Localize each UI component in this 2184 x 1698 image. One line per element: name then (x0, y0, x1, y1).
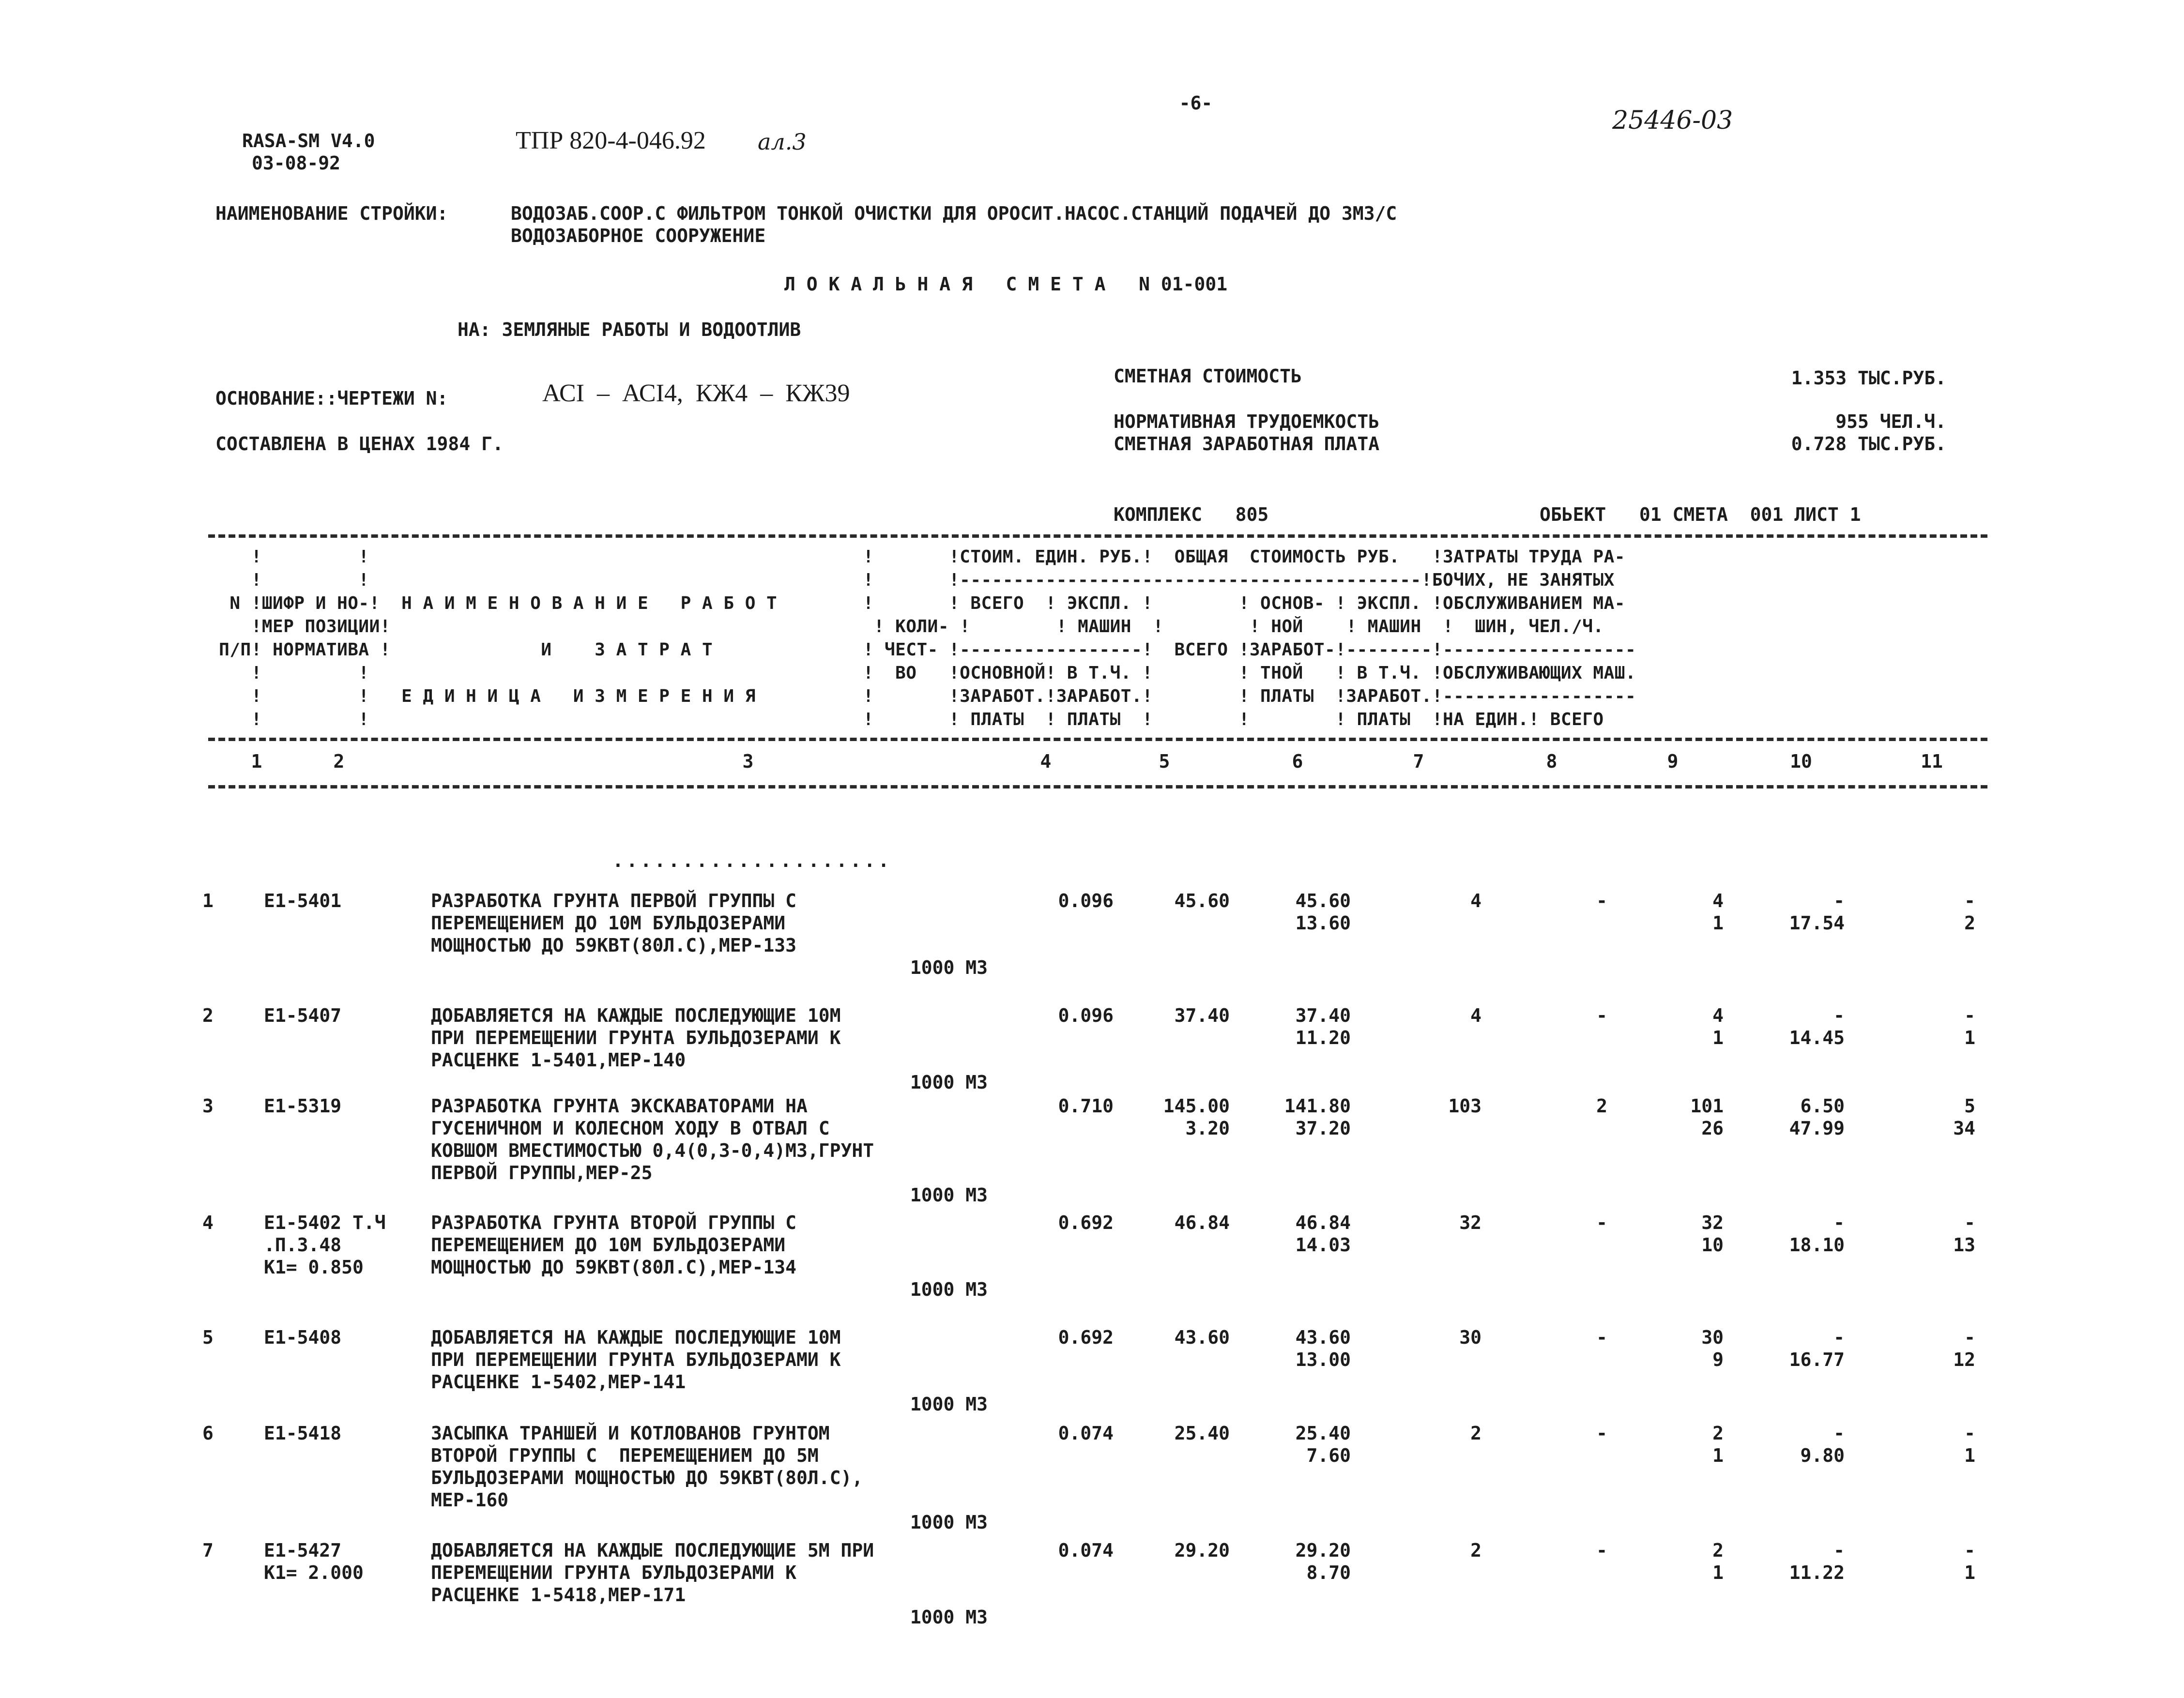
table-header-line: П/П! НОРМАТИВА ! И З А Т Р А Т ! ЧЕСТ- !-----------------! ВСЕГО !ЗАРАБОТ-!--------!------------------ (208, 640, 1636, 660)
row-description: ПЕРЕМЕЩЕНИЕМ ДО 10М БУЛЬДОЗЕРАМИ (431, 912, 786, 934)
row-unit-cost-total: 29.20 (1174, 1540, 1230, 1561)
row-unit: 1000 М3 (910, 1394, 988, 1415)
table-header-line: ! ! ! !-------------------------------------------!БОЧИХ, НЕ ЗАНЯТЫХ (208, 570, 1615, 590)
row-description: ДОБАВЛЯЕТСЯ НА КАЖДЫЕ ПОСЛЕДУЮЩИЕ 10М (431, 1327, 841, 1348)
row-unit-cost-total: 145.00 (1163, 1095, 1230, 1117)
row-code: Е1-5319 (264, 1095, 342, 1117)
row-description: МОЩНОСТЬЮ ДО 59КВТ(80Л.С),МЕР-133 (431, 935, 796, 956)
row-description: ЗАСЫПКА ТРАНШЕЙ И КОТЛОВАНОВ ГРУНТОМ (431, 1423, 830, 1444)
wage-value: 0.728 ТЫС.РУБ. (1791, 433, 1946, 455)
row-description: РАЗРАБОТКА ГРУНТА ЭКСКАВАТОРАМИ НА (431, 1095, 808, 1117)
row-base-wages: 2 (1596, 1095, 1607, 1117)
row-unit: 1000 М3 (910, 1512, 988, 1533)
handwritten-reference: 25446-03 (1612, 106, 1733, 135)
row-unit: 1000 М3 (910, 1607, 988, 1628)
table-header-line: ! ! ! ВО !ОСНОВНОЙ! В Т.Ч. ! ! ТНОЙ ! В Т.Ч. !ОБСЛУЖИВАЮЩИХ МАШ. (208, 663, 1636, 683)
row-unit-cost-machines: 7.60 (1306, 1445, 1351, 1466)
row-description: ПРИ ПЕРЕМЕЩЕНИИ ГРУНТА БУЛЬДОЗЕРАМИ К (431, 1349, 841, 1370)
row-labor-per-unit: - (1833, 1423, 1845, 1444)
row-unit-cost-total: 37.40 (1174, 1005, 1230, 1026)
wage-label: СМЕТНАЯ ЗАРАБОТНАЯ ПЛАТА (1114, 433, 1380, 455)
section-dots: .................... (612, 850, 892, 871)
row-description: ПЕРЕМЕЩЕНИЕМ ДО 10М БУЛЬДОЗЕРАМИ (431, 1234, 786, 1256)
table-header-line: !МЕР ПОЗИЦИИ! ! КОЛИ- ! ! МАШИН ! ! НОЙ ! МАШИН ! ШИН, ЧЕЛ./Ч. (208, 617, 1604, 637)
labor-intensity-label: НОРМАТИВНАЯ ТРУДОЕМКОСТЬ (1114, 411, 1380, 432)
row-labor-per-unit: 11.22 (1789, 1562, 1845, 1583)
row-unit-cost-machines: 46.84 (1295, 1212, 1351, 1233)
row-code: .П.3.48 (264, 1234, 342, 1256)
row-machine-operation: 1 (1712, 1027, 1724, 1048)
row-number: 4 (202, 1212, 214, 1233)
row-unit-cost-total: 25.40 (1174, 1423, 1230, 1444)
row-description: РАСЦЕНКЕ 1-5402,МЕР-141 (431, 1371, 686, 1393)
estimate-title: Л О К А Л Ь Н А Я С М Е Т А N 01-001 (784, 273, 1228, 295)
row-description: ДОБАВЛЯЕТСЯ НА КАЖДЫЕ ПОСЛЕДУЮЩИЕ 10М (431, 1005, 841, 1026)
basis-label: ОСНОВАНИЕ::ЧЕРТЕЖИ N: (215, 388, 448, 409)
column-number-7: 7 (1413, 751, 1424, 772)
row-labor-per-unit: 47.99 (1789, 1118, 1845, 1139)
row-machine-operation: 9 (1712, 1349, 1724, 1370)
table-header-line: ! ! ! !СТОИМ. ЕДИН. РУБ.! ОБЩАЯ СТОИМОСТЬ РУБ. !ЗАТРАТЫ ТРУДА РА- (208, 547, 1625, 567)
row-machine-operation: 4 (1712, 1005, 1724, 1026)
row-machine-operation: 1 (1712, 1445, 1724, 1466)
column-number-4: 4 (1040, 751, 1052, 772)
row-labor-total: 1 (1964, 1445, 1975, 1466)
row-base-wages: - (1596, 1005, 1607, 1026)
row-unit: 1000 М3 (910, 1184, 988, 1206)
column-numbers-rule (208, 785, 1987, 788)
row-total-cost: 32 (1459, 1212, 1481, 1233)
row-description: ПЕРЕМЕЩЕНИИ ГРУНТА БУЛЬДОЗЕРАМИ К (431, 1562, 796, 1583)
row-labor-total: 12 (1953, 1349, 1975, 1370)
row-machine-operation: 1 (1712, 1562, 1724, 1583)
row-code: Е1-5407 (264, 1005, 342, 1026)
row-total-cost: 30 (1459, 1327, 1481, 1348)
estimate-subject: НА: ЗЕМЛЯНЫЕ РАБОТЫ И ВОДООТЛИВ (458, 319, 801, 340)
estimated-cost-label: СМЕТНАЯ СТОИМОСТЬ (1114, 365, 1302, 387)
row-labor-total: 13 (1953, 1234, 1975, 1256)
row-labor-per-unit: 14.45 (1789, 1027, 1845, 1048)
row-labor-per-unit: 18.10 (1789, 1234, 1845, 1256)
row-unit-cost-machines: 13.60 (1295, 912, 1351, 934)
column-number-9: 9 (1667, 751, 1679, 772)
row-total-cost: 4 (1470, 890, 1481, 911)
object-estimate-sheet: ОБЬЕКТ 01 СМЕТА 001 ЛИСТ 1 (1540, 504, 1861, 525)
row-code: Е1-5427 (264, 1540, 342, 1561)
row-quantity: 0.710 (1058, 1095, 1114, 1117)
program-date: 03-08-92 (252, 152, 341, 174)
row-code: Е1-5401 (264, 890, 342, 911)
row-unit: 1000 М3 (910, 957, 988, 978)
row-labor-total: 34 (1953, 1118, 1975, 1139)
row-labor-per-unit: - (1833, 1212, 1845, 1233)
row-description: РАСЦЕНКЕ 1-5418,МЕР-171 (431, 1584, 686, 1606)
row-code: К1= 2.000 (264, 1562, 364, 1583)
row-code: Е1-5408 (264, 1327, 342, 1348)
row-machine-operation: 26 (1701, 1118, 1724, 1139)
basis-drawings: АСI – АСI4, КЖ4 – КЖ39 (542, 379, 850, 407)
row-labor-per-unit: 6.50 (1800, 1095, 1845, 1117)
row-number: 1 (202, 890, 214, 911)
row-quantity: 0.692 (1058, 1327, 1114, 1348)
row-number: 5 (202, 1327, 214, 1348)
row-description: ДОБАВЛЯЕТСЯ НА КАЖДЫЕ ПОСЛЕДУЮЩИЕ 5М ПРИ (431, 1540, 874, 1561)
row-description: КОВШОМ ВМЕСТИМОСТЬЮ 0,4(0,3-0,4)М3,ГРУНТ (431, 1140, 874, 1161)
row-unit-cost-total: 3.20 (1185, 1118, 1230, 1139)
row-quantity: 0.692 (1058, 1212, 1114, 1233)
row-number: 6 (202, 1423, 214, 1444)
column-number-6: 6 (1292, 751, 1303, 772)
row-labor-per-unit: 17.54 (1789, 912, 1845, 934)
row-machine-operation: 2 (1712, 1540, 1724, 1561)
column-number-1: 1 (251, 751, 262, 772)
page-number: -6- (1179, 92, 1213, 114)
table-header-line: ! ! ! ! ПЛАТЫ ! ПЛАТЫ ! ! ! ПЛАТЫ !НА ЕДИН.! ВСЕГО (208, 710, 1604, 729)
row-quantity: 0.074 (1058, 1540, 1114, 1561)
row-base-wages: - (1596, 1327, 1607, 1348)
tpr-reference: ТПР 820-4-046.92 (516, 127, 706, 154)
program-name: RASA-SM V4.0 (242, 130, 375, 152)
row-code: Е1-5402 Т.Ч (264, 1212, 386, 1233)
row-machine-operation: 2 (1712, 1423, 1724, 1444)
row-base-wages: - (1596, 890, 1607, 911)
row-labor-per-unit: - (1833, 1005, 1845, 1026)
row-total-cost: 103 (1448, 1095, 1481, 1117)
row-base-wages: - (1596, 1212, 1607, 1233)
row-unit-cost-machines: 29.20 (1295, 1540, 1351, 1561)
row-number: 2 (202, 1005, 214, 1026)
construction-line-2: ВОДОЗАБОРНОЕ СООРУЖЕНИЕ (511, 225, 766, 246)
row-unit-cost-machines: 13.00 (1295, 1349, 1351, 1370)
row-description: РАЗРАБОТКА ГРУНТА ВТОРОЙ ГРУППЫ С (431, 1212, 796, 1233)
row-machine-operation: 30 (1701, 1327, 1724, 1348)
column-number-5: 5 (1159, 751, 1170, 772)
row-labor-per-unit: 16.77 (1789, 1349, 1845, 1370)
row-labor-total: 1 (1964, 1027, 1975, 1048)
row-description: БУЛЬДОЗЕРАМИ МОЩНОСТЬЮ ДО 59КВТ(80Л.С), (431, 1467, 863, 1488)
column-number-11: 11 (1921, 751, 1943, 772)
row-labor-per-unit: - (1833, 1327, 1845, 1348)
row-machine-operation: 101 (1690, 1095, 1724, 1117)
row-unit-cost-machines: 43.60 (1295, 1327, 1351, 1348)
row-unit-cost-machines: 37.40 (1295, 1005, 1351, 1026)
row-description: ГУСЕНИЧНОМ И КОЛЕСНОМ ХОДУ В ОТВАЛ С (431, 1118, 830, 1139)
complex-number: КОМПЛЕКС 805 (1114, 504, 1269, 525)
row-labor-per-unit: 9.80 (1800, 1445, 1845, 1466)
row-labor-per-unit: - (1833, 890, 1845, 911)
row-labor-total: 1 (1964, 1562, 1975, 1583)
row-description: РАЗРАБОТКА ГРУНТА ПЕРВОЙ ГРУППЫ С (431, 890, 796, 911)
row-number: 3 (202, 1095, 214, 1117)
row-total-cost: 2 (1470, 1540, 1481, 1561)
row-labor-total: - (1964, 1423, 1975, 1444)
row-labor-total: - (1964, 1005, 1975, 1026)
row-base-wages: - (1596, 1540, 1607, 1561)
row-description: ВТОРОЙ ГРУППЫ С ПЕРЕМЕЩЕНИЕМ ДО 5М (431, 1445, 819, 1466)
row-total-cost: 2 (1470, 1423, 1481, 1444)
row-unit-cost-machines: 8.70 (1306, 1562, 1351, 1583)
row-labor-per-unit: - (1833, 1540, 1845, 1561)
row-description: РАСЦЕНКЕ 1-5401,МЕР-140 (431, 1049, 686, 1071)
row-quantity: 0.096 (1058, 890, 1114, 911)
row-unit-cost-machines: 141.80 (1284, 1095, 1351, 1117)
construction-line-1: ВОДОЗАБ.СООР.С ФИЛЬТРОМ ТОНКОЙ ОЧИСТКИ ДЛЯ ОРОСИТ.НАСОС.СТАНЦИЙ ПОДАЧЕЙ ДО 3М3/С (511, 203, 1397, 224)
row-machine-operation: 10 (1701, 1234, 1724, 1256)
row-unit-cost-machines: 11.20 (1295, 1027, 1351, 1048)
row-code: Е1-5418 (264, 1423, 342, 1444)
price-level: СОСТАВЛЕНА В ЦЕНАХ 1984 Г. (215, 433, 504, 455)
row-unit-cost-total: 46.84 (1174, 1212, 1230, 1233)
row-unit: 1000 М3 (910, 1072, 988, 1093)
row-number: 7 (202, 1540, 214, 1561)
row-labor-total: 2 (1964, 912, 1975, 934)
header-rule (208, 738, 1987, 741)
row-total-cost: 4 (1470, 1005, 1481, 1026)
row-code: К1= 0.850 (264, 1257, 364, 1278)
column-number-2: 2 (333, 751, 345, 772)
row-labor-total: - (1964, 890, 1975, 911)
row-unit-cost-total: 43.60 (1174, 1327, 1230, 1348)
row-description: МЕР-160 (431, 1489, 509, 1511)
row-labor-total: 5 (1964, 1095, 1975, 1117)
row-machine-operation: 32 (1701, 1212, 1724, 1233)
row-description: ПРИ ПЕРЕМЕЩЕНИИ ГРУНТА БУЛЬДОЗЕРАМИ К (431, 1027, 841, 1048)
row-unit-cost-total: 45.60 (1174, 890, 1230, 911)
table-header-line: N !ШИФР И НО-! Н А И М Е Н О В А Н И Е Р А Б О Т ! ! ВСЕГО ! ЭКСПЛ. ! ! ОСНОВ- ! ЭКСПЛ. !ОБСЛУЖИВАНИЕМ МА- (208, 593, 1625, 613)
table-header-line: ! ! Е Д И Н И Ц А И З М Е Р Е Н И Я ! !ЗАРАБОТ.!ЗАРАБОТ.! ! ПЛАТЫ !ЗАРАБОТ.!------------------ (208, 686, 1636, 706)
column-number-8: 8 (1546, 751, 1558, 772)
row-description: ПЕРВОЙ ГРУППЫ,МЕР-25 (431, 1162, 653, 1183)
row-machine-operation: 4 (1712, 890, 1724, 911)
tpr-album: ал.3 (758, 129, 807, 155)
row-unit: 1000 М3 (910, 1279, 988, 1300)
construction-label: НАИМЕНОВАНИЕ СТРОЙКИ: (215, 203, 448, 224)
row-quantity: 0.074 (1058, 1423, 1114, 1444)
row-labor-total: - (1964, 1327, 1975, 1348)
row-labor-total: - (1964, 1212, 1975, 1233)
column-number-10: 10 (1790, 751, 1812, 772)
row-unit-cost-machines: 14.03 (1295, 1234, 1351, 1256)
table-top-rule (208, 534, 1987, 538)
row-base-wages: - (1596, 1423, 1607, 1444)
estimated-cost-value: 1.353 ТЫС.РУБ. (1791, 367, 1946, 389)
row-unit-cost-machines: 25.40 (1295, 1423, 1351, 1444)
row-machine-operation: 1 (1712, 912, 1724, 934)
row-quantity: 0.096 (1058, 1005, 1114, 1026)
row-labor-total: - (1964, 1540, 1975, 1561)
row-unit-cost-machines: 45.60 (1295, 890, 1351, 911)
row-description: МОЩНОСТЬЮ ДО 59КВТ(80Л.С),МЕР-134 (431, 1257, 796, 1278)
column-number-3: 3 (742, 751, 754, 772)
labor-intensity-value: 955 ЧЕЛ.Ч. (1835, 411, 1946, 432)
row-unit-cost-machines: 37.20 (1295, 1118, 1351, 1139)
